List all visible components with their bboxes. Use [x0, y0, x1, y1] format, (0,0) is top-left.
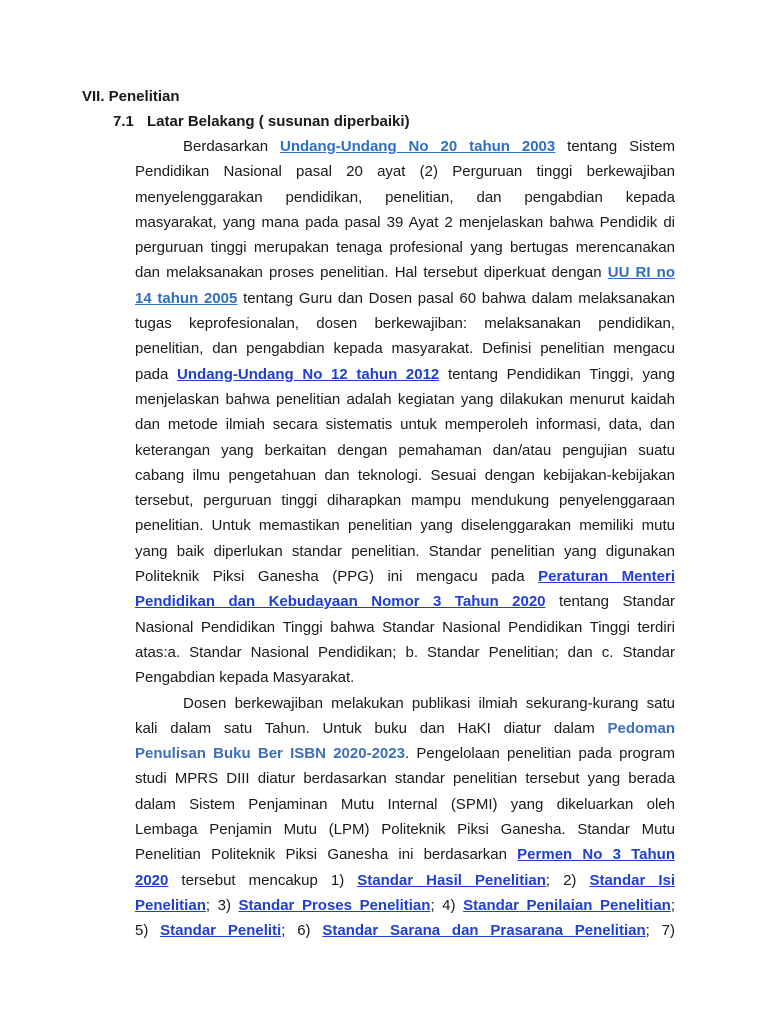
subsection-heading — [113, 113, 410, 131]
p1-line: Pengabdian kepada Masyarakat. — [135, 669, 355, 687]
p2-line: Lembaga Penjamin Mutu (LPM) Politeknik Piksi Ganesha. Standar Mutu — [135, 821, 675, 839]
link-peraturan-menteri[interactable]: Peraturan Menteri — [538, 568, 675, 586]
p1-line: menyelenggarakan pendidikan, penelitian, dan pengabdian kepada — [135, 188, 675, 206]
link-uu-ri-14-2005-cont[interactable]: 14 tahun 2005 — [135, 289, 238, 307]
link-pedoman[interactable]: Pedoman — [607, 719, 675, 737]
p1-line: dan metode ilmiah secara sistematis untuk memperoleh informasi, data, dan — [135, 416, 675, 434]
link-pedoman-isbn[interactable]: Penulisan Buku Ber ISBN 2020-2023 — [135, 745, 405, 763]
p1-line: dan melaksanakan proses penelitian. Hal tersebut diperkuat dengan UU RI no — [135, 264, 676, 282]
link-standar-isi-penelitian[interactable]: Penelitian — [135, 896, 206, 914]
p2-line: Penelitian Politeknik Piksi Ganesha ini berdasarkan Permen No 3 Tahun — [135, 846, 675, 864]
p2-line: studi MPRS DIII diatur berdasarkan standar penelitian tersebut yang berada — [135, 770, 675, 788]
p1-line: penelitian, dan pengabdian kepada masyarakat. Definisi penelitian mengacu — [135, 340, 675, 358]
p1-line: menjelaskan bahwa penelitian adalah kegiatan yang dilakukan menurut kaidah — [135, 390, 675, 408]
p1-line: tersebut, perguruan tinggi diharapkan mampu mendukung penyelenggaraan — [135, 492, 675, 510]
link-permen-3-2020[interactable]: Permen No 3 Tahun — [517, 846, 675, 864]
p1-line: atas:a. Standar Nasional Pendidikan; b. Standar Penelitian; dan c. Standar — [135, 643, 675, 661]
link-uu-12-2012[interactable]: Undang-Undang No 12 tahun 2012 — [177, 365, 440, 383]
link-permen-3-2020-cont[interactable]: 2020 — [135, 871, 169, 889]
p1-line: Politeknik Piksi Ganesha (PPG) ini mengacu pada Peraturan Menteri — [135, 568, 675, 586]
paragraph-2 — [135, 691, 675, 944]
p2-line: Penulisan Buku Ber ISBN 2020-2023. Pengelolaan penelitian pada program — [135, 745, 675, 763]
link-uu-20-2003[interactable]: Undang-Undang No 20 tahun 2003 — [279, 138, 556, 155]
p2-line: Dosen berkewajiban melakukan publikasi ilmiah sekurang-kurang satu — [183, 694, 675, 712]
p1-line: cabang ilmu pengetahuan dan teknologi. Sesuai dengan kebijakan-kebijakan — [135, 466, 675, 484]
link-standar-penilaian-penelitian[interactable]: Standar Penilaian Penelitian — [463, 896, 671, 914]
body-text — [135, 134, 675, 944]
p1-line: yang baik diperlukan standar penelitian. Standar penelitian yang digunakan — [135, 542, 675, 560]
p1-line: 14 tahun 2005 tentang Guru dan Dosen pasal 60 bahwa dalam melaksanakan — [135, 289, 675, 307]
link-standar-peneliti[interactable]: Standar Peneliti — [160, 922, 282, 940]
p1-line: Berdasarkan Undang-Undang No 20 tahun 2003 tentang Sistem — [183, 138, 675, 155]
p1-line: Pendidikan dan Kebudayaan Nomor 3 Tahun 2020 tentang Standar — [135, 593, 675, 611]
link-uu-ri-14-2005[interactable]: UU RI no — [607, 264, 676, 282]
p1-line: penelitian. Untuk memastikan penelitian yang diselenggarakan memiliki mutu — [135, 517, 675, 535]
p1-line: tugas keprofesionalan, dosen berkewajiban: melaksanakan pendidikan, — [135, 315, 675, 333]
p2-line: 2020 tersebut mencakup 1) Standar Hasil Penelitian; 2) Standar Isi — [135, 871, 676, 889]
p2-line: 5) Standar Peneliti; 6) Standar Sarana dan Prasarana Penelitian; 7) — [135, 922, 675, 940]
p1-line: masyarakat, yang mana pada pasal 39 Ayat 2 menjelaskan bahwa Pendidik di — [135, 213, 675, 231]
p1-line: keterangan yang berkaitan dengan pemahaman dan/atau pengujian suatu — [135, 441, 675, 459]
link-standar-sarana-prasarana[interactable]: Standar Sarana dan Prasarana Penelitian — [322, 922, 646, 940]
p1-line: perguruan tinggi merupakan tenaga profesional yang bertugas merencanakan — [135, 239, 675, 257]
p2-line: kali dalam satu Tahun. Untuk buku dan HaKI diatur dalam Pedoman — [135, 719, 675, 737]
link-standar-hasil-penelitian[interactable]: Standar Hasil Penelitian — [357, 871, 546, 889]
section-heading: VII. Penelitian — [82, 88, 180, 105]
p1-line: Nasional Pendidikan Tinggi bahwa Standar Nasional Pendidikan Tinggi terdiri — [135, 618, 675, 636]
subsection-number: 7.1 — [113, 113, 134, 130]
p1-line: pada Undang-Undang No 12 tahun 2012 tentang Pendidikan Tinggi, yang — [135, 365, 675, 383]
link-standar-proses-penelitian[interactable]: Standar Proses Penelitian — [238, 896, 431, 914]
link-standar-isi[interactable]: Standar Isi — [589, 871, 676, 889]
paragraph-1 — [135, 134, 675, 691]
p2-line: Penelitian; 3) Standar Proses Penelitian; 4) Standar Penilaian Penelitian; — [135, 896, 676, 914]
p1-line: Pendidikan Nasional pasal 20 ayat (2) Perguruan tinggi berkewajiban — [135, 163, 675, 181]
link-permendikbud-3-2020[interactable]: Pendidikan dan Kebudayaan Nomor 3 Tahun 2020 — [135, 593, 546, 611]
subsection-title: Latar Belakang ( susunan diperbaiki) — [147, 113, 410, 130]
p2-line: dalam Sistem Penjaminan Mutu Internal (SPMI) yang dikeluarkan oleh — [135, 795, 675, 813]
